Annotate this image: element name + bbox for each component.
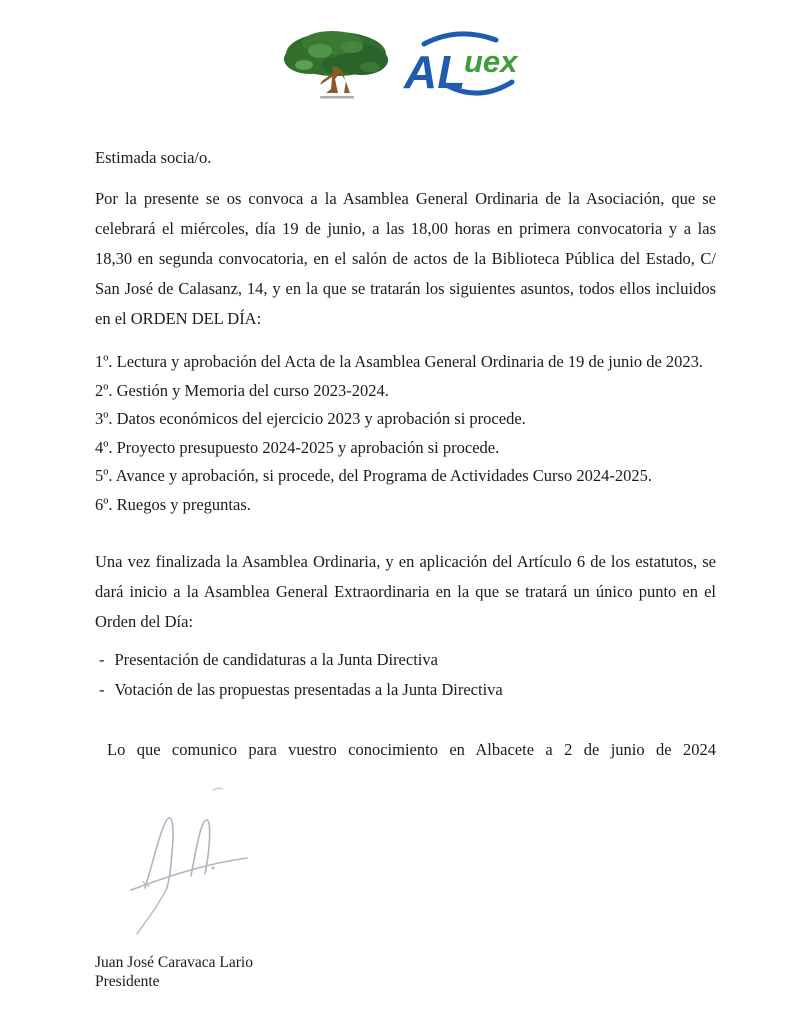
convocation-paragraph: Por la presente se os convoca a la Asamblea General Ordinaria de la Asociación, que se celebrará el miércoles, día 19 de junio, a las 18,00 horas en primera convocatoria y a las 18,30 en segunda convocatoria, en el salón de actos de la Biblioteca Pública del Estado, C/ San José de Calasanz, 14, y en la que se tratarán los siguientes asuntos, todos ellos incluidos en el ORDEN DEL DÍA: [95,189,716,328]
agenda-item-2: 2º. Gestión y Memoria del curso 2023-2024. [95,380,389,400]
signer-title: Presidente [95,972,160,990]
signature-block [109,768,716,946]
brand-wordmark [396,28,531,100]
brand-uex-text: uex [464,44,518,79]
agenda-item-5: 5º. Avance y aprobación, si procede, del Programa de Actividades Curso 2024-2025. [95,466,652,485]
agenda-item-6: 6º. Ruegos y preguntas. [95,494,251,514]
signer-block [95,954,716,991]
extraordinary-point-text: Presentación de candidaturas a la Junta Directiva [114,650,438,669]
dash-marker: - [99,650,105,669]
association-logo [95,25,716,103]
dash-marker: - [99,680,105,699]
extraordinary-points-list [95,645,716,705]
agenda-item-4: 4º. Proyecto presupuesto 2024-2025 y aprobación si procede. [95,437,500,457]
agenda-item-1: 1º. Lectura y aprobación del Acta de la Asamblea General Ordinaria de 19 de junio de 2023. [95,352,704,371]
closing-line: Lo que comunico para vuestro conocimiento en Albacete a 2 de junio de 2024 [107,740,716,759]
handwritten-signature [109,768,279,946]
oak-tree-icon [280,27,392,101]
greeting-line: Estimada socia/o. [95,148,212,167]
brand-al-text: AL [404,46,466,98]
extraordinary-point-text: Votación de las propuestas presentadas a la Junta Directiva [114,680,503,699]
signer-name: Juan José Caravaca Lario [95,954,253,971]
agenda-list [95,348,716,519]
extraordinary-paragraph: Una vez finalizada la Asamblea Ordinaria, y en aplicación del Artículo 6 de los estatutos, se dará inicio a la Asamblea General Extraordinaria en la que se tratará un único punto en el Orden del Día: [95,552,716,631]
extraordinary-point-2 [95,675,716,705]
agenda-item-3: 3º. Datos económicos del ejercicio 2023 y aprobación si procede. [95,409,526,428]
extraordinary-point-1 [95,645,716,675]
